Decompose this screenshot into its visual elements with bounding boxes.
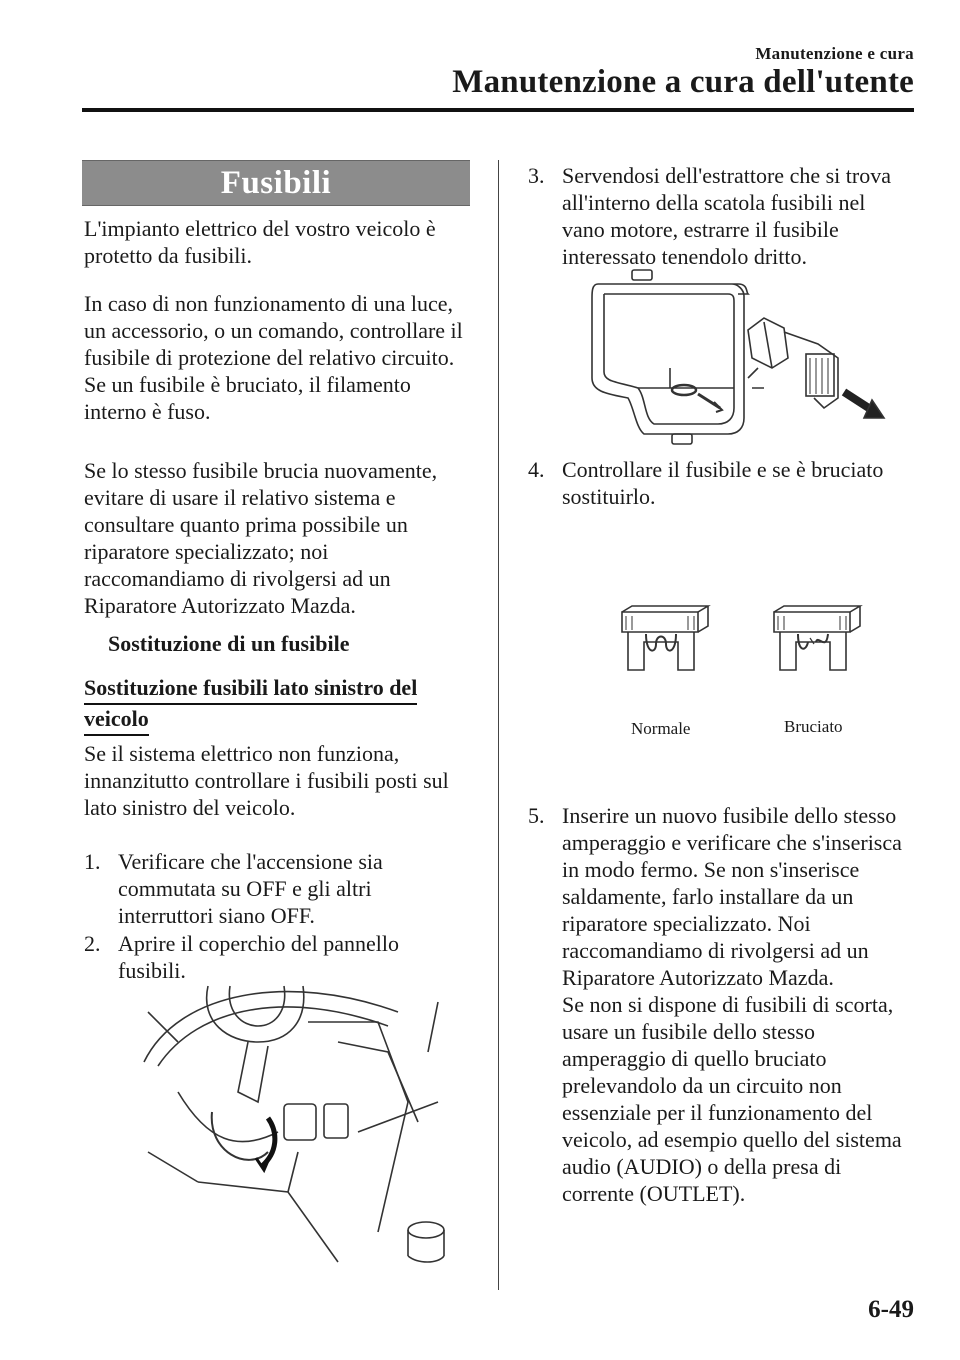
text-line: Riparatore Autorizzato Mazda. bbox=[84, 593, 356, 618]
text-line: interessato tenendolo dritto. bbox=[562, 244, 807, 269]
text-line: In caso di non funzionamento di una luce, bbox=[84, 291, 454, 316]
subheading: Sostituzione di un fusibile bbox=[108, 631, 350, 656]
text-line: fusibili. bbox=[118, 958, 186, 983]
text-line: Se lo stesso fusibile brucia nuovamente, bbox=[84, 458, 438, 483]
text-line: fusibile di protezione del relativo circuito. bbox=[84, 345, 455, 370]
step-3 bbox=[528, 162, 918, 270]
text-line: sostituirlo. bbox=[562, 484, 656, 509]
step-number: 2. bbox=[84, 931, 101, 956]
blown-fuse bbox=[774, 606, 860, 670]
heading-line: veicolo bbox=[84, 705, 149, 736]
text-line: all'interno della scatola fusibili nel bbox=[562, 190, 866, 215]
text-line: interruttori siano OFF. bbox=[118, 903, 315, 928]
step-2 bbox=[84, 930, 484, 984]
text-line: Aprire il coperchio del pannello bbox=[118, 931, 400, 956]
text-line: interno è fuso. bbox=[84, 399, 211, 424]
text-line: raccomandiamo di rivolgersi ad un bbox=[84, 566, 391, 591]
step-5 bbox=[528, 802, 918, 1207]
text-line: prelevandolo da un circuito non bbox=[562, 1073, 842, 1098]
text-line: L'impianto elettrico del vostro veicolo è bbox=[84, 216, 436, 241]
fuse-puller-illustration bbox=[588, 268, 888, 448]
column-divider bbox=[498, 160, 499, 1290]
step-1 bbox=[84, 848, 484, 929]
text-line: Se non si dispone di fusibili di scorta, bbox=[562, 992, 894, 1017]
text-line: saldamente, farlo installare da un bbox=[562, 884, 854, 909]
text-line: innanzitutto controllare i fusibili posti sul bbox=[84, 768, 449, 793]
text-line: lato sinistro del veicolo. bbox=[84, 795, 296, 820]
text-line: corrente (OUTLET). bbox=[562, 1181, 746, 1206]
text-line: riparatore specializzato; noi bbox=[84, 539, 329, 564]
paragraph-2 bbox=[84, 290, 484, 425]
text-line: Controllare il fusibile e se è bruciato bbox=[562, 457, 884, 482]
section-banner bbox=[82, 160, 470, 206]
text-line: riparatore specializzato. Noi bbox=[562, 911, 811, 936]
header-rule bbox=[82, 108, 914, 112]
step-number: 3. bbox=[528, 163, 545, 188]
text-line: usare un fusibile dello stesso bbox=[562, 1019, 815, 1044]
text-line: Verificare che l'accensione sia bbox=[118, 849, 383, 874]
text-line: vano motore, estrarre il fusibile bbox=[562, 217, 839, 242]
text-line: amperaggio e verificare che s'inserisca bbox=[562, 830, 902, 855]
step-4 bbox=[528, 456, 918, 510]
text-line: commutata su OFF e gli altri bbox=[118, 876, 372, 901]
paragraph-4 bbox=[84, 740, 484, 821]
normal-fuse bbox=[622, 606, 708, 670]
text-line: audio (AUDIO) o della presa di bbox=[562, 1154, 842, 1179]
step-number: 1. bbox=[84, 849, 101, 874]
text-line: un accessorio, o un comando, controllare il bbox=[84, 318, 463, 343]
text-line: protetto da fusibili. bbox=[84, 243, 253, 268]
fuse-label-blown: Bruciato bbox=[784, 717, 843, 736]
text-line: Servendosi dell'estrattore che si trova bbox=[562, 163, 891, 188]
text-line: evitare di usare il relativo sistema e bbox=[84, 485, 396, 510]
fuse-panel-cover-illustration bbox=[138, 982, 450, 1264]
intro-paragraph bbox=[84, 215, 484, 269]
step-number: 4. bbox=[528, 457, 545, 482]
text-line: amperaggio di quello bruciato bbox=[562, 1046, 827, 1071]
text-line: veicolo, ad esempio quello del sistema bbox=[562, 1127, 902, 1152]
step-number: 5. bbox=[528, 803, 545, 828]
banner-title: Fusibili bbox=[220, 165, 332, 201]
fuse-label-normal: Normale bbox=[631, 719, 691, 738]
paragraph-3 bbox=[84, 457, 484, 619]
text-line: Se un fusibile è bruciato, il filamento bbox=[84, 372, 411, 397]
text-line: essenziale per il funzionamento del bbox=[562, 1100, 873, 1125]
section-label: Manutenzione e cura bbox=[755, 44, 914, 63]
underlined-heading bbox=[84, 674, 417, 736]
fuse-compare-illustration bbox=[618, 604, 868, 704]
text-line: Se il sistema elettrico non funziona, bbox=[84, 741, 400, 766]
text-line: consultare quanto prima possibile un bbox=[84, 512, 408, 537]
page-number: 6-49 bbox=[868, 1296, 914, 1323]
text-line: Riparatore Autorizzato Mazda. bbox=[562, 965, 834, 990]
chapter-title: Manutenzione a cura dell'utente bbox=[452, 64, 914, 100]
text-line: Inserire un nuovo fusibile dello stesso bbox=[562, 803, 897, 828]
heading-line: Sostituzione fusibili lato sinistro del bbox=[84, 674, 417, 705]
text-line: raccomandiamo di rivolgersi ad un bbox=[562, 938, 869, 963]
text-line: in modo fermo. Se non s'inserisce bbox=[562, 857, 860, 882]
